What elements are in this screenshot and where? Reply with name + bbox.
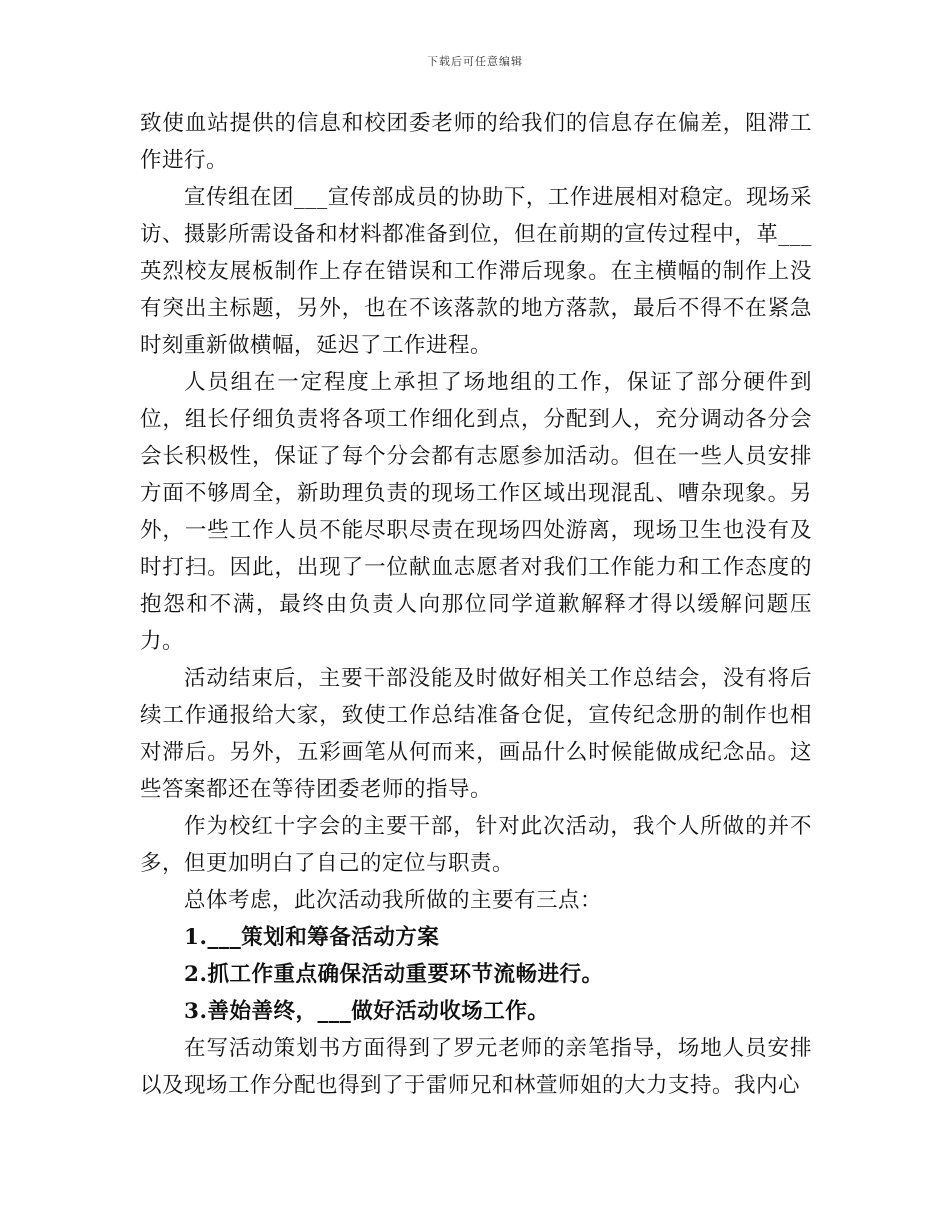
paragraph-2: 宣传组在团___宣传部成员的协助下，工作进展相对稳定。现场采访、摄影所需设备和材料都准备到位，但在前期的宣传过程中，革___英烈校友展板制作上存在错误和工作滞后现象。在主横幅的制作上没有突出主标题，另外，也在不该落款的地方落款，最后不得不在紧急时刻重新做横幅，延迟了工作进程。	[140, 185, 812, 358]
list-item-1: 1.___策划和筹备活动方案	[184, 925, 440, 950]
paragraph-7: 在写活动策划书方面得到了罗元老师的亲笔指导，场地人员安排以及现场工作分配也得到了于雷师兄和林萱师姐的大力支持。我内心	[140, 1036, 812, 1098]
paragraph-1: 致使血站提供的信息和校团委老师的给我们的信息存在偏差，阻滞工作进行。	[140, 111, 812, 173]
list-item-3: 3.善始善终，___做好活动收场工作。	[184, 999, 550, 1024]
page-header-note: 下载后可任意编辑	[427, 55, 523, 68]
paragraph-4: 活动结束后，主要干部没能及时做好相关工作总结会，没有将后续工作通报给大家，致使工作总结准备仓促，宣传纪念册的制作也相对滞后。另外，五彩画笔从何而来，画品什么时候能做成纪念品。这些答案都还在等待团委老师的指导。	[140, 666, 812, 802]
paragraph-5: 作为校红十字会的主要干部，针对此次活动，我个人所做的并不多，但更加明白了自己的定位与职责。	[140, 814, 812, 876]
paragraph-3: 人员组在一定程度上承担了场地组的工作，保证了部分硬件到位，组长仔细负责将各项工作细化到点，分配到人，充分调动各分会会长积极性，保证了每个分会都有志愿参加活动。但在一些人员安排方面不够周全，新助理负责的现场工作区域出现混乱、嘈杂现象。另外，一些工作人员不能尽职尽责在现场四处游离，现场卫生也没有及时打扫。因此，出现了一位献血志愿者对我们工作能力和工作态度的抱怨和不满，最终由负责人向那位同学道歉解释才得以缓解问题压力。	[140, 370, 812, 654]
document-body	[140, 105, 812, 1104]
list-item-2: 2.抓工作重点确保活动重要环节流畅进行。	[184, 962, 604, 987]
paragraph-6: 总体考虑，此次活动我所做的主要有三点：	[184, 888, 603, 913]
